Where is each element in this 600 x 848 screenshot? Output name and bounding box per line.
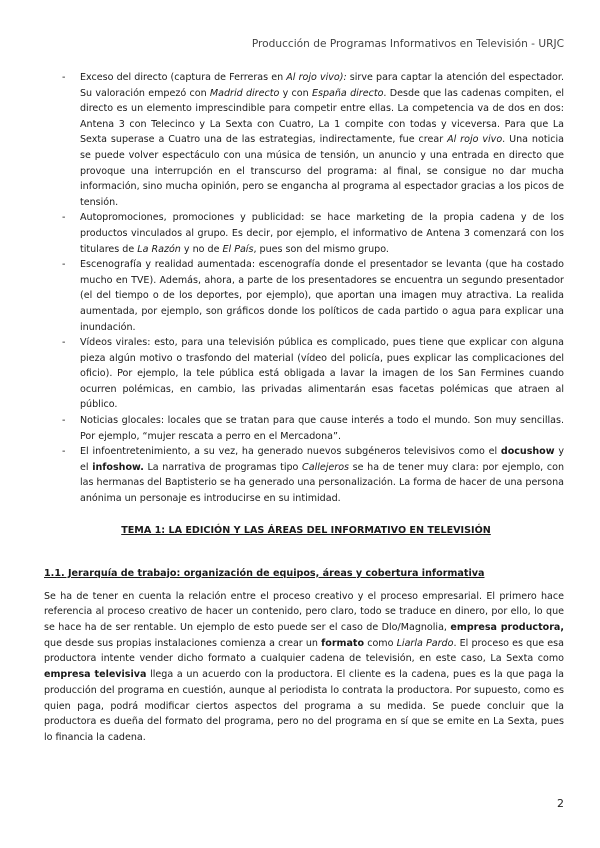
bullet-list (44, 70, 564, 507)
text-run: . Una noticia se puede volver espectáculo con una música de tensión, un anuncio y una entrada en directo que provoque una interrupción en el transcurso del programa: al final, se consigue no dar mucha información, sino mucha opinión, pero se engancha al programa al espectador gracias a los picos de tensión. (80, 134, 564, 208)
emphasis: El País (222, 243, 254, 255)
bullet-item-infoentretenimiento (44, 444, 564, 506)
bold-term: formato (321, 637, 365, 649)
text-run: y con (279, 87, 312, 99)
bold-term: docushow (500, 446, 555, 458)
bullet-item-escenografia: - Escenografía y realidad aumentada: escenografía donde el presentador se levanta (que ha costado mucho en TVE). Además, ahora, a parte de los presentadores se encuentra un segundo presentador (el del tiempo o de los deportes, por ejemplo), que aportan una imagen muy atractiva. La realida aumentada, por ejemplo, son gráficos donde los políticos de cada partido o agua para explicar una inundación. (44, 257, 564, 335)
emphasis: Callejeros (302, 461, 350, 473)
emphasis: La Razón (137, 243, 181, 255)
bold-term: empresa productora, (450, 622, 564, 634)
text-run: y no de (180, 243, 223, 255)
text-run: La narrativa de programas tipo (143, 461, 303, 473)
text-run: que desde sus propias instalaciones comienza a crear un (44, 637, 322, 649)
emphasis: Liarla Pardo (396, 637, 454, 649)
page-content (44, 70, 564, 746)
text-run: , pues son del mismo grupo. (253, 243, 389, 255)
text-run: sirve para captar la atención del espectador. Su valoración empezó con (80, 72, 564, 99)
section-title: TEMA 1: LA EDICIÓN Y LAS ÁREAS DEL INFORMATIVO EN TELEVISIÓN (121, 524, 491, 536)
text-run: . Desde que las cadenas compiten, el directo es un elemento imprescindible para competir entre ellas. La competencia va de dos en dos: Antena 3 con Telecinco y La Sexta con Cuatro, La 1 compite con todas y viceversa. Para que La Sexta superase a Cuatro una de las estrategias, indirectamente, fue crear (80, 87, 564, 146)
text-run: se ha de tener muy clara: por ejemplo, con las hermanas del Baptisterio se ha generado una personalización. La forma de hacer de una persona anónima un personaje es introducirse en su intimidad. (80, 461, 565, 505)
bold-term: empresa televisiva (44, 669, 147, 681)
page-number: 2 (557, 797, 564, 810)
bold-term: infoshow. (92, 461, 144, 473)
bullet-item-directo (44, 70, 564, 210)
text-run: . El proceso es que esa productora intente vender dicho formato a cualquier cadena de televisión, en este caso, La Sexta como (44, 637, 564, 665)
text-run: y el (80, 446, 564, 473)
text-run: Exceso del directo (captura de Ferreras en (80, 72, 287, 83)
bullet-item-noticias-glocales: - Noticias glocales: locales que se tratan para que cause interés a todo el mundo. Son muy sencillas. Por ejemplo, “mujer rescata a perro en el Mercadona”. (44, 413, 564, 444)
bullet-item-autopromociones (44, 210, 564, 257)
text-run: llega a un acuerdo con la productora. El cliente es la cadena, pues es la que paga la producción del programa en cuestión, aunque al periodista lo contrata la productora. Por supuesto, como es quien paga, podrá modificar ciertos aspectos del programa a su medida. Se puede concluir que la productora es dueña del formato del programa, pero no del programa en sí que se emite en La Sexta, pues lo financia la cadena. (44, 669, 564, 743)
emphasis: España directo (311, 87, 384, 99)
text-run: como (364, 637, 397, 649)
page-header: Producción de Programas Informativos en Televisión - URJC (251, 38, 564, 50)
emphasis: Madrid directo (209, 87, 280, 99)
text-run: Autopromociones, promociones y publicidad: se hace marketing de la propia cadena y de los productos vinculados al grupo. Es decir, por ejemplo, el informativo de Antena 3 comenzará con los titulares de (80, 212, 564, 255)
body-paragraph (44, 589, 564, 746)
emphasis: Al rojo vivo (447, 134, 503, 146)
text-run: El infoentretenimiento, a su vez, ha generado nuevos subgéneros televisivos como el (80, 446, 501, 458)
emphasis: Al rojo vivo): (286, 72, 347, 83)
subsection-title: 1.1. Jerarquía de trabajo: organización de equipos, áreas y cobertura informativa (44, 567, 485, 579)
bullet-item-videos-virales: - Vídeos virales: esto, para una televisión pública es complicado, pues tiene que explicar con alguna pieza algún motivo o trasfondo del material (vídeo del policía, pues explicar las complicaciones del oficio). Por ejemplo, la tele pública está obligada a lavar la imagen de los San Fermines cuando ocurren polémicas, en cambio, las privadas alimentarán esas facetas polémicas que atraen al público. (44, 335, 564, 413)
text-run: Se ha de tener en cuenta la relación entre el proceso creativo y el proceso empresarial. El primero hace referencia al proceso creativo de hacer un contenido, pero claro, todo se traduce en dinero, por ello, lo que se hace ha de ser rentable. Un ejemplo de esto puede ser el caso de Dlo/Magnolia, (44, 590, 564, 634)
